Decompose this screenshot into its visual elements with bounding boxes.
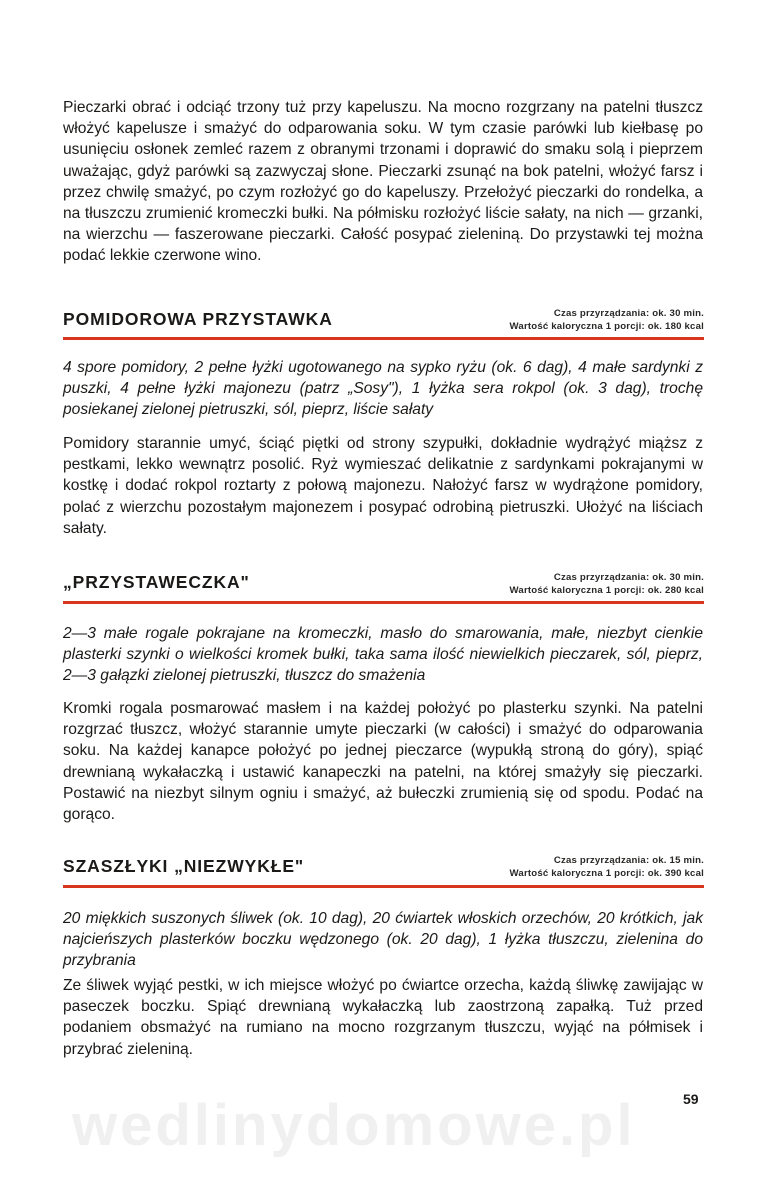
intro-paragraph: Pieczarki obrać i odciąć trzony tuż przy kapeluszu. Na mocno rozgrzany na patelni tłuszcz włożyć kapelusze i smażyć do odparowania soku. W tym czasie parówki lub kiełbasę po usunięciu osłonek zemleć razem z obranymi trzonami i doprawić do smaku solą i pieprzem uważając, gdyż parówki są zazwyczaj słone. Pieczarki zsunąć na bok patelni, włożyć farsz i przez chwilę smażyć, po czym rozłożyć go do kapeluszy. Przełożyć pieczarki do rondelka, a na tłuszczu zrumienić kromeczki bułki. Na półmisku rozłożyć liście sałaty, na nich — grzanki, na wierzchu — faszerowane pieczarki. Całość posypać zieleniną. Do przystawki tej można podać lekkie czerwone wino. [63,99,703,265]
watermark: wedlinydomowe.pl [72,1093,636,1158]
method-szaszlyki: Ze śliwek wyjąć pestki, w ich miejsce włożyć po ćwiartce orzecha, każdą śliwkę zawijając w paseczek boczku. Spiąć drewnianą wykałaczką lub zaostrzoną zapałką. Tuż przed podaniem obsmażyć na rumiano na mocno rozgrzanym tłuszczu, wyjąć na półmisek i przybrać zieleniną. [63,977,703,1058]
recipe-title-przystaweczka: „PRZYSTAWECZKA" [63,572,250,592]
section-divider [63,885,704,888]
calories: Wartość kaloryczna 1 porcji: ok. 180 kcal [509,320,704,332]
recipe-title-szaszlyki: SZASZŁYKI „NIEZWYKŁE" [63,856,305,876]
recipe-meta-pomidorowa [510,308,704,333]
calories: Wartość kaloryczna 1 porcji: ok. 390 kcal [509,867,704,879]
page-number: 59 [683,1091,699,1107]
calories: Wartość kaloryczna 1 porcji: ok. 280 kcal [509,584,704,596]
recipe-meta-przystaweczka [510,572,704,597]
ingredients-przystaweczka: 2—3 małe rogale pokrajane na kromeczki, masło do smarowania, małe, niezbyt cienkie plasterki szynki o wielkości kromek bułki, taka sama ilość niewielkich pieczarek, sól, pieprz, 2—3 gałązki zielonej pietruszki, tłuszcz do smażenia [63,625,703,685]
ingredients-pomidorowa: 4 spore pomidory, 2 pełne łyżki ugotowanego na sypko ryżu (ok. 6 dag), 4 małe sardynki z puszki, 4 pełne łyżki majonezu (patrz „Sosy"), 1 łyżka sera rokpol (ok. 3 dag), trochę posiekanej zielonej pietruszki, sól, pieprz, liście sałaty [63,359,703,419]
recipe-title-pomidorowa: POMIDOROWA PRZYSTAWKA [63,309,333,329]
prep-time: Czas przyrządzania: ok. 30 min. [553,308,704,319]
section-divider [63,601,704,604]
prep-time: Czas przyrządzania: ok. 15 min. [553,855,704,866]
method-pomidorowa: Pomidory starannie umyć, ściąć piętki od strony szypułki, dokładnie wydrążyć miąższ z pestkami, lekko wewnątrz posolić. Ryż wymieszać delikatnie z sardynkami pokrajanymi w kostkę i dodać rokpol roztarty z połową majonezu. Nałożyć farsz w wydrążone pomidory, polać z wierzchu pozostałym majonezem i posypać odrobiną pietruszki. Ułożyć na liściach sałaty. [63,435,703,537]
section-divider [63,337,704,340]
ingredients-szaszlyki: 20 miękkich suszonych śliwek (ok. 10 dag), 20 ćwiartek włoskich orzechów, 20 krótkich, jak najcieńszych plasterków boczku wędzonego (ok. 20 dag), 1 łyżka tłuszczu, zielenina do przybrania [63,910,703,970]
recipe-meta-szaszlyki [510,855,704,880]
prep-time: Czas przyrządzania: ok. 30 min. [553,572,704,583]
method-przystaweczka: Kromki rogala posmarować masłem i na każdej położyć po plasterku szynki. Na patelni rozgrzać tłuszcz, włożyć starannie umyte pieczarki (w całości) i smażyć do odparowania soku. Na każdej kanapce położyć po jednej pieczarce (wypukłą stroną do góry), spiąć drewnianą wykałaczką i ustawić kanapeczki na patelni, na której smażyły się pieczarki. Postawić na niezbyt silnym ogniu i smażyć, aż bułeczki zrumienią się od spodu. Podać na gorąco. [63,700,703,824]
